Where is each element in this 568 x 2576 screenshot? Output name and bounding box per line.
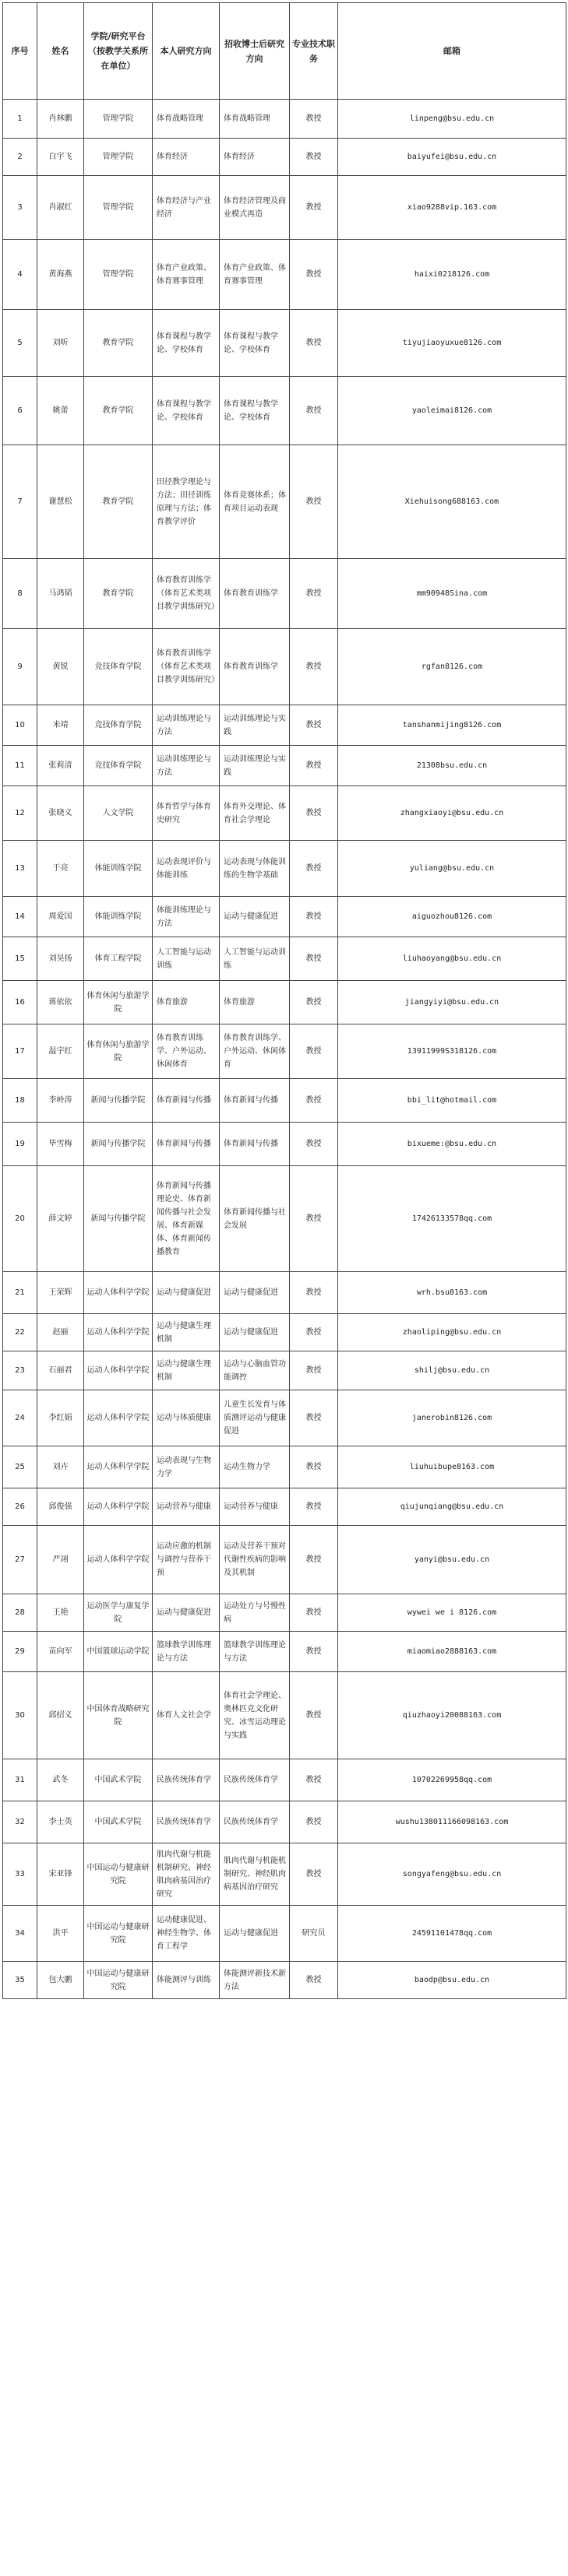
- row-number: 6: [3, 377, 37, 445]
- email-address: shilj@bsu.edu.cn: [338, 1351, 566, 1390]
- recruit-direction: 运动与心脑血管功能调控: [220, 1351, 290, 1390]
- college-name: 运动人体科学学院: [84, 1446, 153, 1488]
- faculty-name: 王荣辉: [37, 1272, 84, 1314]
- college-name: 新闻与传播学院: [84, 1123, 153, 1166]
- job-title: 教授: [290, 629, 338, 705]
- research-direction: 运动与健康促进: [153, 1594, 220, 1632]
- recruit-direction: 体育竞赛体系；体育项目运动表现: [220, 445, 290, 559]
- row-number: 8: [3, 559, 37, 629]
- research-direction: 体育新闻与传播: [153, 1079, 220, 1123]
- college-name: 体能训练学院: [84, 841, 153, 897]
- recruit-direction: 运动训练理论与实践: [220, 705, 290, 746]
- header-research: 本人研究方向: [153, 3, 220, 100]
- faculty-name: 李士英: [37, 1801, 84, 1843]
- recruit-direction: 运动与健康促进: [220, 1314, 290, 1351]
- email-address: baiyufei@bsu.edu.cn: [338, 139, 566, 176]
- job-title: 教授: [290, 1801, 338, 1843]
- email-address: janerobin8126.com: [338, 1390, 566, 1446]
- research-direction: 运动应激的机制与调控与营养干预: [153, 1526, 220, 1594]
- row-number: 28: [3, 1594, 37, 1632]
- email-address: baodp@bsu.edu.cn: [338, 1962, 566, 1999]
- college-name: 教育学院: [84, 559, 153, 629]
- recruit-direction: 体能测评新技术新方法: [220, 1962, 290, 1999]
- faculty-name: 刘卉: [37, 1446, 84, 1488]
- row-number: 4: [3, 240, 37, 310]
- document: [0, 2, 568, 1999]
- email-address: yanyi@bsu.edu.cn: [338, 1526, 566, 1594]
- research-direction: 运动表现与生物力学: [153, 1446, 220, 1488]
- college-name: 中国运动与健康研究院: [84, 1962, 153, 1999]
- research-direction: 体育经济与产业经济: [153, 176, 220, 240]
- table-row: [3, 1632, 566, 1672]
- job-title: 教授: [290, 981, 338, 1024]
- table-row: [3, 1123, 566, 1166]
- research-direction: 运动表现评价与体能训练: [153, 841, 220, 897]
- college-name: 教育学院: [84, 445, 153, 559]
- table-row: [3, 1024, 566, 1079]
- table-row: [3, 1906, 566, 1962]
- job-title: 教授: [290, 1672, 338, 1759]
- recruit-direction: 体育教育训练学: [220, 629, 290, 705]
- header-email: 邮箱: [338, 3, 566, 100]
- college-name: 管理学院: [84, 139, 153, 176]
- research-direction: 体育教育训练学、户外运动、休闲体育: [153, 1024, 220, 1079]
- college-name: 体育工程学院: [84, 937, 153, 981]
- college-name: 管理学院: [84, 100, 153, 139]
- recruit-direction: 运动与健康促进: [220, 1272, 290, 1314]
- row-number: 14: [3, 897, 37, 937]
- table-row: [3, 981, 566, 1024]
- college-name: 运动人体科学学院: [84, 1314, 153, 1351]
- email-address: mm90948Sina.com: [338, 559, 566, 629]
- row-number: 2: [3, 139, 37, 176]
- research-direction: 运动健康促进、神经生物学、体育工程学: [153, 1906, 220, 1962]
- research-direction: 运动训练理论与方法: [153, 746, 220, 786]
- recruit-direction: 运动处方与号慢性病: [220, 1594, 290, 1632]
- college-name: 竞技体育学院: [84, 746, 153, 786]
- job-title: 教授: [290, 1759, 338, 1801]
- row-number: 27: [3, 1526, 37, 1594]
- research-direction: 体育战略管理: [153, 100, 220, 139]
- email-address: 13911999S318126.com: [338, 1024, 566, 1079]
- email-address: jiangyiyi@bsu.edu.cn: [338, 981, 566, 1024]
- faculty-name: 王艳: [37, 1594, 84, 1632]
- job-title: 教授: [290, 1594, 338, 1632]
- job-title: 教授: [290, 240, 338, 310]
- row-number: 23: [3, 1351, 37, 1390]
- faculty-table: [2, 2, 566, 1999]
- email-address: rgfan8126.com: [338, 629, 566, 705]
- college-name: 中国运动与健康研究院: [84, 1906, 153, 1962]
- job-title: 教授: [290, 1079, 338, 1123]
- recruit-direction: 体育战略管理: [220, 100, 290, 139]
- table-row: [3, 897, 566, 937]
- faculty-name: 刘昊扬: [37, 937, 84, 981]
- recruit-direction: 运动及营养干预对代谢性疾病的影响及其机制: [220, 1526, 290, 1594]
- table-header-row: [3, 3, 566, 100]
- row-number: 29: [3, 1632, 37, 1672]
- recruit-direction: 体育新闻传播与社会发展: [220, 1166, 290, 1272]
- college-name: 新闻与传播学院: [84, 1079, 153, 1123]
- table-row: [3, 1272, 566, 1314]
- faculty-name: 毕雪梅: [37, 1123, 84, 1166]
- email-address: xiao9288vip.163.com: [338, 176, 566, 240]
- row-number: 32: [3, 1801, 37, 1843]
- job-title: 教授: [290, 1024, 338, 1079]
- email-address: haixi0218126.com: [338, 240, 566, 310]
- recruit-direction: 体育课程与教学论、学校体育: [220, 377, 290, 445]
- research-direction: 体能测评与训练: [153, 1962, 220, 1999]
- recruit-direction: 体育课程与教学论、学校体育: [220, 310, 290, 377]
- faculty-name: 包大鹏: [37, 1962, 84, 1999]
- table-row: [3, 1962, 566, 1999]
- research-direction: 体育新闻与传播: [153, 1123, 220, 1166]
- row-number: 5: [3, 310, 37, 377]
- recruit-direction: 体育新闻与传播: [220, 1079, 290, 1123]
- recruit-direction: 体育教育训练学: [220, 559, 290, 629]
- college-name: 运动人体科学学院: [84, 1488, 153, 1526]
- recruit-direction: 民族传统体育学: [220, 1801, 290, 1843]
- research-direction: 体育经济: [153, 139, 220, 176]
- faculty-name: 邱俊强: [37, 1488, 84, 1526]
- header-college: 学院/研究平台（按教学关系所在单位）: [84, 3, 153, 100]
- row-number: 24: [3, 1390, 37, 1446]
- recruit-direction: 民族传统体育学: [220, 1759, 290, 1801]
- faculty-name: 刘昕: [37, 310, 84, 377]
- faculty-name: 温宇红: [37, 1024, 84, 1079]
- faculty-name: 周爱国: [37, 897, 84, 937]
- email-address: yuliang@bsu.edu.cn: [338, 841, 566, 897]
- faculty-name: 黄锐: [37, 629, 84, 705]
- table-row: [3, 937, 566, 981]
- faculty-name: 马鸿韬: [37, 559, 84, 629]
- table-row: [3, 1759, 566, 1801]
- recruit-direction: 体育外交理论、体育社会学理论: [220, 786, 290, 841]
- research-direction: 运动与健康促进: [153, 1272, 220, 1314]
- row-number: 26: [3, 1488, 37, 1526]
- table-row: [3, 1801, 566, 1843]
- job-title: 教授: [290, 1488, 338, 1526]
- faculty-name: 姚蕾: [37, 377, 84, 445]
- table-row: [3, 100, 566, 139]
- row-number: 12: [3, 786, 37, 841]
- recruit-direction: 运动表现与体能训练的生物学基础: [220, 841, 290, 897]
- row-number: 22: [3, 1314, 37, 1351]
- table-row: [3, 1079, 566, 1123]
- college-name: 管理学院: [84, 240, 153, 310]
- table-row: [3, 559, 566, 629]
- recruit-direction: 体育新闻与传播: [220, 1123, 290, 1166]
- table-row: [3, 1843, 566, 1906]
- email-address: liuhuibupe8163.com: [338, 1446, 566, 1488]
- college-name: 体育休闲与旅游学院: [84, 981, 153, 1024]
- row-number: 34: [3, 1906, 37, 1962]
- job-title: 研究员: [290, 1906, 338, 1962]
- faculty-name: 薛文婷: [37, 1166, 84, 1272]
- row-number: 25: [3, 1446, 37, 1488]
- email-address: wrh.bsu8163.com: [338, 1272, 566, 1314]
- faculty-name: 谢慧松: [37, 445, 84, 559]
- research-direction: 运动与健康生理机制: [153, 1351, 220, 1390]
- research-direction: 运动训练理论与方法: [153, 705, 220, 746]
- table-row: [3, 1351, 566, 1390]
- faculty-name: 武冬: [37, 1759, 84, 1801]
- recruit-direction: 体育产业政策、体育赛事管理: [220, 240, 290, 310]
- college-name: 运动人体科学学院: [84, 1272, 153, 1314]
- row-number: 13: [3, 841, 37, 897]
- recruit-direction: 体育教育训练学、户外运动、休闲体育: [220, 1024, 290, 1079]
- header-no: 序号: [3, 3, 37, 100]
- table-row: [3, 445, 566, 559]
- job-title: 教授: [290, 1962, 338, 1999]
- college-name: 竞技体育学院: [84, 629, 153, 705]
- table-row: [3, 377, 566, 445]
- research-direction: 田径教学理论与方法；田径训练原理与方法；体育教学评价: [153, 445, 220, 559]
- row-number: 17: [3, 1024, 37, 1079]
- college-name: 运动人体科学学院: [84, 1351, 153, 1390]
- college-name: 体能训练学院: [84, 897, 153, 937]
- college-name: 人文学院: [84, 786, 153, 841]
- recruit-direction: 运动与健康促进: [220, 897, 290, 937]
- research-direction: 肌肉代谢与机能机制研究、神经肌肉病基因治疗研究: [153, 1843, 220, 1906]
- email-address: 21308bsu.edu.cn: [338, 746, 566, 786]
- table-row: [3, 310, 566, 377]
- faculty-name: 黄海燕: [37, 240, 84, 310]
- job-title: 教授: [290, 1843, 338, 1906]
- research-direction: 体育课程与教学论、学校体育: [153, 377, 220, 445]
- email-address: 10702269958qq.com: [338, 1759, 566, 1801]
- research-direction: 运动营养与健康: [153, 1488, 220, 1526]
- email-address: Xiehuisong688163.com: [338, 445, 566, 559]
- faculty-name: 李岭涛: [37, 1079, 84, 1123]
- email-address: bbi_lit@hotmail.com: [338, 1079, 566, 1123]
- recruit-direction: 运动与健康促进: [220, 1906, 290, 1962]
- email-address: wywei we i 8126.com: [338, 1594, 566, 1632]
- college-name: 运动人体科学学院: [84, 1526, 153, 1594]
- college-name: 中国武术学院: [84, 1801, 153, 1843]
- job-title: 教授: [290, 705, 338, 746]
- college-name: 教育学院: [84, 377, 153, 445]
- job-title: 教授: [290, 176, 338, 240]
- row-number: 31: [3, 1759, 37, 1801]
- job-title: 教授: [290, 1632, 338, 1672]
- recruit-direction: 儿童生长发育与体质测评运动与健康促进: [220, 1390, 290, 1446]
- row-number: 16: [3, 981, 37, 1024]
- job-title: 教授: [290, 1390, 338, 1446]
- job-title: 教授: [290, 310, 338, 377]
- research-direction: 体能训练理论与方法: [153, 897, 220, 937]
- faculty-name: 石丽君: [37, 1351, 84, 1390]
- row-number: 15: [3, 937, 37, 981]
- job-title: 教授: [290, 100, 338, 139]
- research-direction: 体育教育训练学（体育艺术类项目教学训练研究）: [153, 559, 220, 629]
- college-name: 中国运动与健康研究院: [84, 1843, 153, 1906]
- recruit-direction: 体育经济管理及商业模式再造: [220, 176, 290, 240]
- table-row: [3, 1488, 566, 1526]
- job-title: 教授: [290, 746, 338, 786]
- faculty-name: 李红娟: [37, 1390, 84, 1446]
- recruit-direction: 人工智能与运动训练: [220, 937, 290, 981]
- job-title: 教授: [290, 139, 338, 176]
- email-address: zhaoliping@bsu.edu.cn: [338, 1314, 566, 1351]
- row-number: 30: [3, 1672, 37, 1759]
- job-title: 教授: [290, 1166, 338, 1272]
- faculty-name: 宋亚锋: [37, 1843, 84, 1906]
- job-title: 教授: [290, 1526, 338, 1594]
- recruit-direction: 体育经济: [220, 139, 290, 176]
- header-name: 姓名: [37, 3, 84, 100]
- job-title: 教授: [290, 445, 338, 559]
- row-number: 11: [3, 746, 37, 786]
- job-title: 教授: [290, 1272, 338, 1314]
- job-title: 教授: [290, 786, 338, 841]
- college-name: 中国武术学院: [84, 1759, 153, 1801]
- table-row: [3, 786, 566, 841]
- job-title: 教授: [290, 937, 338, 981]
- research-direction: 民族传统体育学: [153, 1801, 220, 1843]
- recruit-direction: 篮球教学训练理论与方法: [220, 1632, 290, 1672]
- college-name: 竞技体育学院: [84, 705, 153, 746]
- job-title: 教授: [290, 377, 338, 445]
- table-row: [3, 240, 566, 310]
- email-address: zhangxiaoyi@bsu.edu.cn: [338, 786, 566, 841]
- job-title: 教授: [290, 1314, 338, 1351]
- table-row: [3, 705, 566, 746]
- table-row: [3, 1390, 566, 1446]
- row-number: 10: [3, 705, 37, 746]
- recruit-direction: 运动训练理论与实践: [220, 746, 290, 786]
- table-row: [3, 1446, 566, 1488]
- row-number: 1: [3, 100, 37, 139]
- research-direction: 体育教育训练学（体育艺术类项目教学训练研究）: [153, 629, 220, 705]
- email-address: tiyujiaoyuxue8126.com: [338, 310, 566, 377]
- row-number: 33: [3, 1843, 37, 1906]
- research-direction: 民族传统体育学: [153, 1759, 220, 1801]
- faculty-name: 严翊: [37, 1526, 84, 1594]
- research-direction: 体育旅游: [153, 981, 220, 1024]
- college-name: 管理学院: [84, 176, 153, 240]
- email-address: aiguozhou8126.com: [338, 897, 566, 937]
- table-row: [3, 841, 566, 897]
- faculty-name: 肖林鹏: [37, 100, 84, 139]
- recruit-direction: 体育旅游: [220, 981, 290, 1024]
- faculty-name: 于亮: [37, 841, 84, 897]
- table-row: [3, 1314, 566, 1351]
- college-name: 新闻与传播学院: [84, 1166, 153, 1272]
- table-row: [3, 1526, 566, 1594]
- college-name: 教育学院: [84, 310, 153, 377]
- row-number: 21: [3, 1272, 37, 1314]
- college-name: 中国篮球运动学院: [84, 1632, 153, 1672]
- research-direction: 体育产业政策、体育赛事管理: [153, 240, 220, 310]
- email-address: liuhaoyang@bsu.edu.cn: [338, 937, 566, 981]
- research-direction: 体育人文社会学: [153, 1672, 220, 1759]
- job-title: 教授: [290, 897, 338, 937]
- recruit-direction: 体育社会学理论、奥林匹克文化研究、冰雪运动理论与实践: [220, 1672, 290, 1759]
- table-row: [3, 629, 566, 705]
- job-title: 教授: [290, 1446, 338, 1488]
- research-direction: 体育课程与教学论、学校体育: [153, 310, 220, 377]
- email-address: songyafeng@bsu.edu.cn: [338, 1843, 566, 1906]
- faculty-name: 张晓义: [37, 786, 84, 841]
- row-number: 9: [3, 629, 37, 705]
- faculty-name: 邱招义: [37, 1672, 84, 1759]
- faculty-name: 张莉清: [37, 746, 84, 786]
- faculty-name: 蒋依依: [37, 981, 84, 1024]
- email-address: 17426133578qq.com: [338, 1166, 566, 1272]
- recruit-direction: 肌肉代谢与机能机制研究、神经肌肉病基因治疗研究: [220, 1843, 290, 1906]
- email-address: qiuzhaoyi20088163.com: [338, 1672, 566, 1759]
- email-address: qiujunqiang@bsu.edu.cn: [338, 1488, 566, 1526]
- faculty-name: 米靖: [37, 705, 84, 746]
- college-name: 中国体育战略研究院: [84, 1672, 153, 1759]
- college-name: 运动人体科学学院: [84, 1390, 153, 1446]
- row-number: 20: [3, 1166, 37, 1272]
- table-row: [3, 139, 566, 176]
- header-recruit: 招收博士后研究方向: [220, 3, 290, 100]
- table-row: [3, 1594, 566, 1632]
- job-title: 教授: [290, 1351, 338, 1390]
- research-direction: 体育新闻与传播理论史、体育新闻传播与社会发展、体育新媒体、体育新闻传播教育: [153, 1166, 220, 1272]
- research-direction: 运动与体质健康: [153, 1390, 220, 1446]
- research-direction: 篮球教学训练理论与方法: [153, 1632, 220, 1672]
- faculty-name: 白宇飞: [37, 139, 84, 176]
- faculty-name: 肖淑红: [37, 176, 84, 240]
- email-address: wushu138011166098163.com: [338, 1801, 566, 1843]
- table-row: [3, 176, 566, 240]
- email-address: tanshanmijing8126.com: [338, 705, 566, 746]
- research-direction: 体育哲学与体育史研究: [153, 786, 220, 841]
- email-address: bixueme:@bsu.edu.cn: [338, 1123, 566, 1166]
- table-row: [3, 1672, 566, 1759]
- research-direction: 人工智能与运动训练: [153, 937, 220, 981]
- email-address: miaomiao2888163.com: [338, 1632, 566, 1672]
- row-number: 19: [3, 1123, 37, 1166]
- job-title: 教授: [290, 1123, 338, 1166]
- table-row: [3, 746, 566, 786]
- row-number: 18: [3, 1079, 37, 1123]
- email-address: 24591101478qq.com: [338, 1906, 566, 1962]
- faculty-name: 苗向军: [37, 1632, 84, 1672]
- row-number: 3: [3, 176, 37, 240]
- college-name: 运动医学与康复学院: [84, 1594, 153, 1632]
- faculty-name: 洪平: [37, 1906, 84, 1962]
- email-address: yaoleimai8126.com: [338, 377, 566, 445]
- row-number: 7: [3, 445, 37, 559]
- header-title: 专业技术职务: [290, 3, 338, 100]
- college-name: 体育休闲与旅游学院: [84, 1024, 153, 1079]
- recruit-direction: 运动生物力学: [220, 1446, 290, 1488]
- research-direction: 运动与健康生理机制: [153, 1314, 220, 1351]
- recruit-direction: 运动营养与健康: [220, 1488, 290, 1526]
- table-row: [3, 1166, 566, 1272]
- job-title: 教授: [290, 841, 338, 897]
- email-address: linpeng@bsu.edu.cn: [338, 100, 566, 139]
- row-number: 35: [3, 1962, 37, 1999]
- faculty-name: 赵丽: [37, 1314, 84, 1351]
- job-title: 教授: [290, 559, 338, 629]
